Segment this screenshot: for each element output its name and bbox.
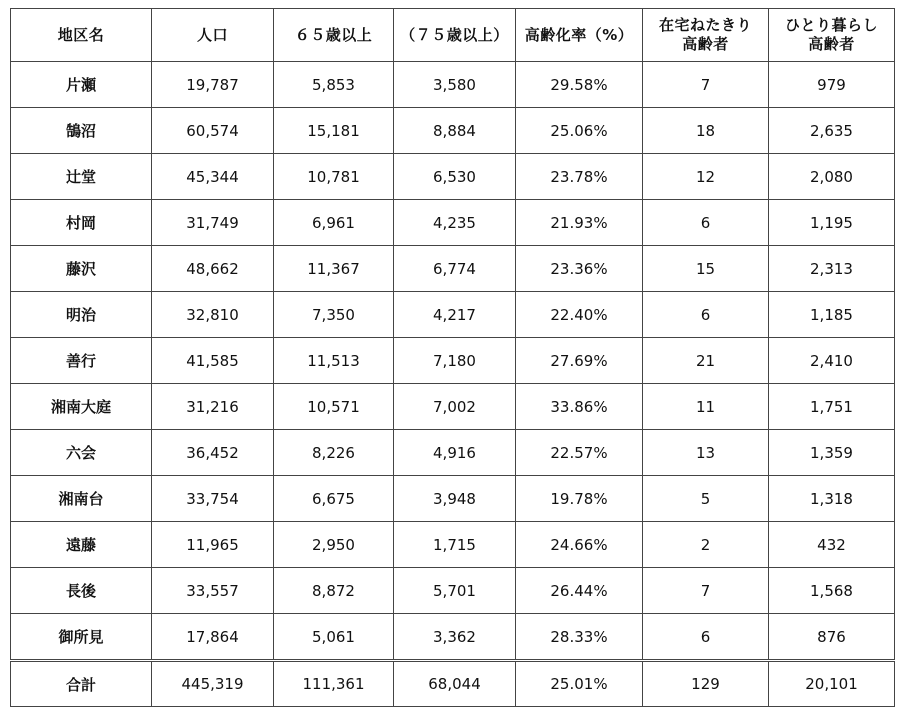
- bedridden-cell: 15: [643, 246, 769, 292]
- population-cell: 45,344: [152, 154, 274, 200]
- population-cell: 48,662: [152, 246, 274, 292]
- over75-cell: 6,530: [394, 154, 516, 200]
- elderly-population-table-container: [10, 8, 894, 707]
- over65-cell: 5,853: [274, 62, 394, 108]
- over65-cell: 7,350: [274, 292, 394, 338]
- district-name-cell: 辻堂: [11, 154, 152, 200]
- bedridden-cell: 18: [643, 108, 769, 154]
- header-population: 人口: [152, 9, 274, 62]
- table-row: [11, 568, 895, 614]
- district-name-cell: 善行: [11, 338, 152, 384]
- header-bedridden-line1: 在宅ねたきり: [658, 16, 752, 34]
- district-name-cell: 長後: [11, 568, 152, 614]
- table-row: [11, 430, 895, 476]
- bedridden-cell: 6: [643, 614, 769, 661]
- living-alone-cell: 1,185: [769, 292, 895, 338]
- total-over75: 68,044: [394, 661, 516, 707]
- over65-cell: 5,061: [274, 614, 394, 661]
- population-cell: 32,810: [152, 292, 274, 338]
- aging-rate-cell: 24.66%: [516, 522, 643, 568]
- district-name-cell: 六会: [11, 430, 152, 476]
- living-alone-cell: 1,359: [769, 430, 895, 476]
- bedridden-cell: 21: [643, 338, 769, 384]
- population-cell: 11,965: [152, 522, 274, 568]
- total-population: 445,319: [152, 661, 274, 707]
- aging-rate-cell: 29.58%: [516, 62, 643, 108]
- over75-cell: 6,774: [394, 246, 516, 292]
- table-row: [11, 338, 895, 384]
- bedridden-cell: 13: [643, 430, 769, 476]
- district-name-cell: 片瀬: [11, 62, 152, 108]
- aging-rate-cell: 22.57%: [516, 430, 643, 476]
- over75-cell: 3,948: [394, 476, 516, 522]
- over65-cell: 8,872: [274, 568, 394, 614]
- living-alone-cell: 1,751: [769, 384, 895, 430]
- over65-cell: 11,367: [274, 246, 394, 292]
- table-row: [11, 292, 895, 338]
- population-cell: 41,585: [152, 338, 274, 384]
- living-alone-cell: 1,568: [769, 568, 895, 614]
- header-aging-rate: 高齢化率（%）: [516, 9, 643, 62]
- aging-rate-cell: 23.78%: [516, 154, 643, 200]
- header-over65: ６５歳以上: [274, 9, 394, 62]
- population-cell: 17,864: [152, 614, 274, 661]
- bedridden-cell: 5: [643, 476, 769, 522]
- living-alone-cell: 1,318: [769, 476, 895, 522]
- over75-cell: 1,715: [394, 522, 516, 568]
- header-district: 地区名: [11, 9, 152, 62]
- aging-rate-cell: 28.33%: [516, 614, 643, 661]
- table-body: [11, 62, 895, 661]
- table-row: [11, 62, 895, 108]
- table-row: [11, 154, 895, 200]
- bedridden-cell: 11: [643, 384, 769, 430]
- header-living-alone: [769, 9, 895, 62]
- aging-rate-cell: 21.93%: [516, 200, 643, 246]
- aging-rate-cell: 25.06%: [516, 108, 643, 154]
- aging-rate-cell: 26.44%: [516, 568, 643, 614]
- header-bedridden-line2: 高齢者: [682, 35, 729, 53]
- table-row: [11, 614, 895, 661]
- total-over65: 111,361: [274, 661, 394, 707]
- bedridden-cell: 2: [643, 522, 769, 568]
- district-name-cell: 鵠沼: [11, 108, 152, 154]
- living-alone-cell: 1,195: [769, 200, 895, 246]
- over65-cell: 11,513: [274, 338, 394, 384]
- total-living-alone: 20,101: [769, 661, 895, 707]
- elderly-population-table: [10, 8, 895, 707]
- over75-cell: 8,884: [394, 108, 516, 154]
- over75-cell: 3,580: [394, 62, 516, 108]
- over65-cell: 2,950: [274, 522, 394, 568]
- header-over75: （７５歳以上）: [394, 9, 516, 62]
- aging-rate-cell: 33.86%: [516, 384, 643, 430]
- total-label: 合計: [11, 661, 152, 707]
- header-living-alone-line1: ひとり暮らし: [784, 16, 878, 34]
- over65-cell: 10,781: [274, 154, 394, 200]
- population-cell: 36,452: [152, 430, 274, 476]
- table-row: [11, 522, 895, 568]
- living-alone-cell: 2,080: [769, 154, 895, 200]
- bedridden-cell: 6: [643, 200, 769, 246]
- total-row: [11, 661, 895, 707]
- living-alone-cell: 2,410: [769, 338, 895, 384]
- district-name-cell: 湘南台: [11, 476, 152, 522]
- over75-cell: 5,701: [394, 568, 516, 614]
- district-name-cell: 遠藤: [11, 522, 152, 568]
- district-name-cell: 明治: [11, 292, 152, 338]
- table-row: [11, 476, 895, 522]
- total-aging-rate: 25.01%: [516, 661, 643, 707]
- header-row: [11, 9, 895, 62]
- over75-cell: 3,362: [394, 614, 516, 661]
- table-row: [11, 384, 895, 430]
- over75-cell: 4,217: [394, 292, 516, 338]
- living-alone-cell: 979: [769, 62, 895, 108]
- living-alone-cell: 876: [769, 614, 895, 661]
- aging-rate-cell: 23.36%: [516, 246, 643, 292]
- table-row: [11, 108, 895, 154]
- bedridden-cell: 6: [643, 292, 769, 338]
- aging-rate-cell: 22.40%: [516, 292, 643, 338]
- population-cell: 33,557: [152, 568, 274, 614]
- over75-cell: 4,916: [394, 430, 516, 476]
- bedridden-cell: 7: [643, 62, 769, 108]
- district-name-cell: 藤沢: [11, 246, 152, 292]
- over65-cell: 6,961: [274, 200, 394, 246]
- population-cell: 33,754: [152, 476, 274, 522]
- aging-rate-cell: 27.69%: [516, 338, 643, 384]
- living-alone-cell: 2,313: [769, 246, 895, 292]
- over65-cell: 10,571: [274, 384, 394, 430]
- living-alone-cell: 432: [769, 522, 895, 568]
- header-bedridden: [643, 9, 769, 62]
- district-name-cell: 村岡: [11, 200, 152, 246]
- over65-cell: 15,181: [274, 108, 394, 154]
- district-name-cell: 御所見: [11, 614, 152, 661]
- over75-cell: 7,002: [394, 384, 516, 430]
- living-alone-cell: 2,635: [769, 108, 895, 154]
- population-cell: 31,749: [152, 200, 274, 246]
- over75-cell: 7,180: [394, 338, 516, 384]
- table-row: [11, 200, 895, 246]
- header-living-alone-line2: 高齢者: [808, 35, 855, 53]
- district-name-cell: 湘南大庭: [11, 384, 152, 430]
- over65-cell: 6,675: [274, 476, 394, 522]
- table-row: [11, 246, 895, 292]
- over65-cell: 8,226: [274, 430, 394, 476]
- population-cell: 60,574: [152, 108, 274, 154]
- over75-cell: 4,235: [394, 200, 516, 246]
- bedridden-cell: 7: [643, 568, 769, 614]
- population-cell: 31,216: [152, 384, 274, 430]
- population-cell: 19,787: [152, 62, 274, 108]
- total-bedridden: 129: [643, 661, 769, 707]
- bedridden-cell: 12: [643, 154, 769, 200]
- aging-rate-cell: 19.78%: [516, 476, 643, 522]
